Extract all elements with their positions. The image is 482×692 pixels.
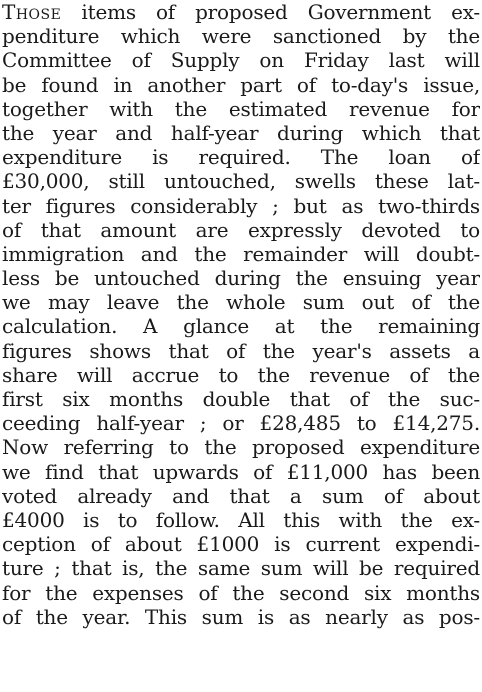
text-line: for the expenses of the second six months [2, 580, 480, 605]
text-line: ceeding half-year ; or £28,485 to £14,275. [2, 411, 480, 436]
text-line [2, 0, 480, 24]
text-line: £4000 is to follow. All this with the ex- [2, 507, 480, 532]
text-line: be found in another part of to-day's issue, [2, 72, 480, 97]
text-line: ture ; that is, the same sum will be required [2, 556, 480, 581]
text-line: less be untouched during the ensuing year [2, 266, 480, 291]
text-line: voted already and that a sum of about [2, 483, 480, 508]
text-line: share will accrue to the revenue of the [2, 362, 480, 387]
text-line: figures shows that of the year's assets a [2, 338, 480, 363]
text-line: of that amount are expressly devoted to [2, 217, 480, 242]
text-line: Now referring to the proposed expenditure [2, 435, 480, 460]
text-line: we may leave the whole sum out of the [2, 290, 480, 315]
text-line: we find that upwards of £11,000 has been [2, 459, 480, 484]
text-line: first six months double that of the suc- [2, 387, 480, 411]
text-line: Committee of Supply on Friday last will [2, 48, 480, 73]
text-line-content: items of proposed Government ex- [61, 0, 480, 24]
text-line: of the year. This sum is as nearly as pos- [2, 604, 480, 629]
text-line: penditure which were sanctioned by the [2, 24, 480, 49]
text-line: the year and half-year during which that [2, 120, 480, 145]
text-line: ter figures considerably ; but as two-thirds [2, 193, 480, 218]
text-line: calculation. A glance at the remaining [2, 314, 480, 339]
text-line: expenditure is required. The loan of [2, 145, 480, 170]
text-line: immigration and the remainder will doubt- [2, 241, 480, 266]
text-line: together with the estimated revenue for [2, 96, 480, 121]
lead-word: Those [2, 0, 62, 24]
text-line: £30,000, still untouched, swells these lat- [2, 169, 480, 194]
article-column [2, 0, 480, 629]
text-line: ception of about £1000 is current expendi- [2, 532, 480, 557]
